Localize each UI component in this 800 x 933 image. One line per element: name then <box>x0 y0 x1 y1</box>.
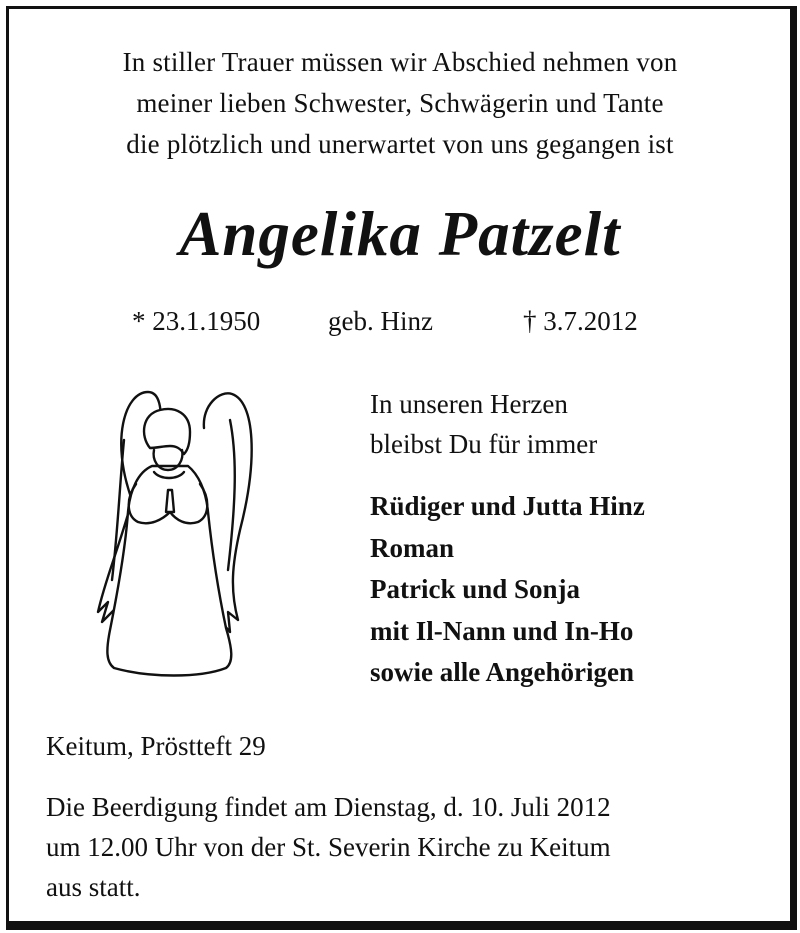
funeral-line: aus statt. <box>46 872 141 902</box>
mourner-line: sowie alle Angehörigen <box>370 657 634 687</box>
mourner-line: Rüdiger und Jutta Hinz <box>370 491 645 521</box>
death-date: † 3.7.2012 <box>523 306 638 336</box>
birth-date: * 23.1.1950 <box>132 306 261 336</box>
address: Keitum, Pröstteft 29 <box>46 731 266 761</box>
mourner-line: mit Il-Nann und In-Ho <box>370 615 634 646</box>
maiden-name: geb. Hinz <box>328 306 433 336</box>
intro-line: die plötzlich und unerwartet von uns gegangen ist <box>126 129 674 159</box>
motto-line: In unseren Herzen <box>370 389 568 419</box>
deceased-name: Angelika Patzelt <box>179 199 621 269</box>
motto-line: bleibst Du für immer <box>370 429 598 459</box>
mourners-list <box>370 486 645 694</box>
praying-angel-icon <box>80 380 270 680</box>
intro-text <box>0 42 800 165</box>
funeral-line: Die Beerdigung findet am Dienstag, d. 10. Juli 2012 <box>46 792 611 822</box>
funeral-info <box>46 787 611 907</box>
mourner-line: Patrick und Sonja <box>370 574 581 604</box>
mourner-line: Roman <box>370 532 455 563</box>
motto-text <box>370 384 597 464</box>
funeral-line: um 12.00 Uhr von der St. Severin Kirche zu Keitum <box>46 832 611 862</box>
intro-line: meiner lieben Schwester, Schwägerin und Tante <box>136 88 664 118</box>
intro-line: In stiller Trauer müssen wir Abschied nehmen von <box>122 47 678 77</box>
